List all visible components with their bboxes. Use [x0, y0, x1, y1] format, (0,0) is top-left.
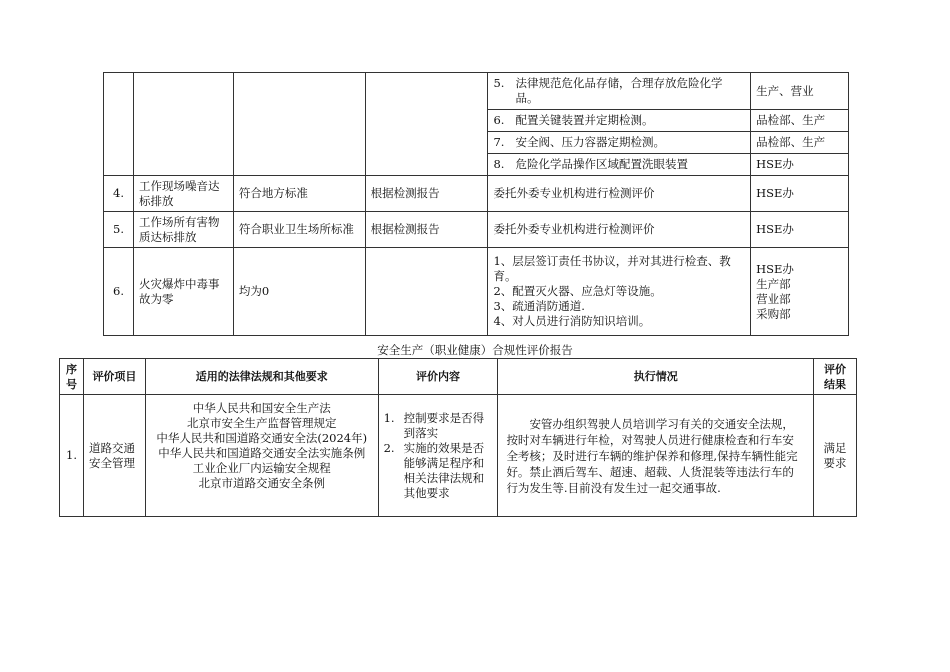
- list-item: 1. 控制要求是否得到落实: [383, 410, 485, 440]
- table-row: [104, 176, 849, 212]
- seq-cell: 4.: [104, 176, 134, 212]
- dept-cell: 品检部、生产: [751, 110, 849, 132]
- dept-cell: HSE办: [751, 212, 849, 248]
- cell-blank: [365, 73, 488, 176]
- measure-cell: 7. 安全阀、压力容器定期检测。: [488, 132, 751, 154]
- report-title: 安全生产（职业健康）合规性评价报告: [377, 343, 573, 357]
- standard-cell: 符合地方标准: [233, 176, 365, 212]
- header-laws: 适用的法律法规和其他要求: [145, 359, 378, 395]
- method-cell: 根据检测报告: [365, 176, 488, 212]
- seq-cell: 5.: [104, 212, 134, 248]
- measure-cell: 委托外委专业机构进行检测评价: [488, 212, 751, 248]
- dept-cell: 品检部、生产: [751, 132, 849, 154]
- cell-blank: [104, 73, 134, 176]
- dept-cell: 生产、营业: [751, 73, 849, 110]
- method-cell: 根据检测报告: [365, 212, 488, 248]
- measure-cell: 6. 配置关键装置并定期检测。: [488, 110, 751, 132]
- evaluation-report-table: [59, 358, 857, 517]
- method-cell: [365, 248, 488, 336]
- measure-cell: 1、层层签订责任书协议，并对其进行检查、教育。 2、配置灭火器、应急灯等设施。 3、疏通消防通道. 4、对人员进行消防知识培训。: [488, 248, 751, 336]
- content-cell: [378, 395, 498, 517]
- exec-cell: 安管办组织驾驶人员培训学习有关的交通安全法规，按时对车辆进行年检，对驾驶人员进行健康检查和行车安全考核；及时进行车辆的维护保养和修理,保持车辆性能完好。禁止酒后驾车、超速、超载、人货混装等违法行车的行为发生等.目前没有发生过一起交通事故.: [498, 395, 814, 517]
- cell-blank: [233, 73, 365, 176]
- list-item: 2. 实施的效果是否能够满足程序和相关法律法规和其他要求: [383, 440, 485, 500]
- measure-cell: 8. 危险化学品操作区域配置洗眼装置: [488, 154, 751, 176]
- table-row: [104, 212, 849, 248]
- measure-cell: 委托外委专业机构进行检测评价: [488, 176, 751, 212]
- header-item: 评价项目: [83, 359, 145, 395]
- header-result: 评价结果: [813, 359, 856, 395]
- item-cell: 工作现场噪音达标排放: [133, 176, 233, 212]
- header-exec: 执行情况: [498, 359, 814, 395]
- seq-cell: 1.: [60, 395, 84, 517]
- seq-cell: 6.: [104, 248, 134, 336]
- result-cell: 满足要求: [813, 395, 856, 517]
- standard-cell: 符合职业卫生场所标准: [233, 212, 365, 248]
- standard-cell: 均为0: [233, 248, 365, 336]
- upper-measures-table: [103, 72, 849, 336]
- dept-cell: HSE办: [751, 154, 849, 176]
- dept-cell: HSE办 生产部 营业部 采购部: [751, 248, 849, 336]
- laws-cell: 中华人民共和国安全生产法 北京市安全生产监督管理规定 中华人民共和国道路交通安全法(2024年) 中华人民共和国道路交通安全法实施条例 工业企业厂内运输安全规程 北京市道路交通安全条例: [145, 395, 378, 517]
- table-row: [104, 248, 849, 336]
- cell-blank: [133, 73, 233, 176]
- item-cell: 工作场所有害物质达标排放: [133, 212, 233, 248]
- header-row: [60, 359, 857, 395]
- measure-cell: 5. 法律规范危化品存储，合理存放危险化学品。: [488, 73, 751, 110]
- header-seq: 序号: [60, 359, 84, 395]
- dept-cell: HSE办: [751, 176, 849, 212]
- item-cell: 道路交通安全管理: [83, 395, 145, 517]
- header-content: 评价内容: [378, 359, 498, 395]
- item-cell: 火灾爆炸中毒事故为零: [133, 248, 233, 336]
- table-row: [60, 395, 857, 517]
